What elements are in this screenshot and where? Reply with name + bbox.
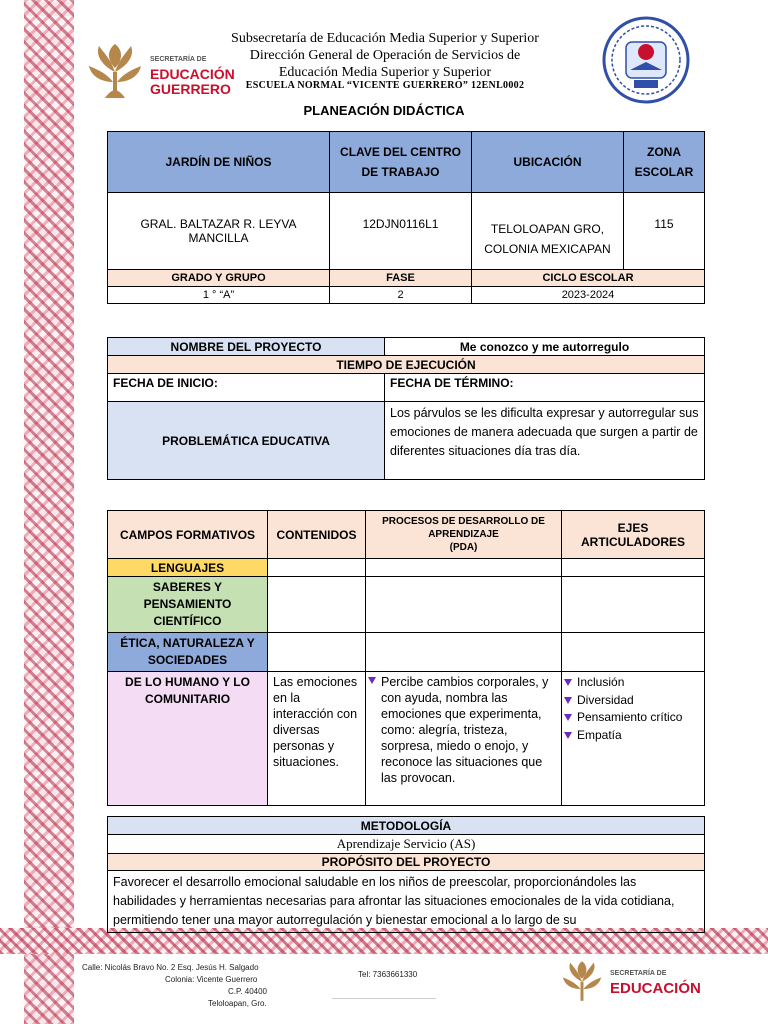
header-campos: CAMPOS FORMATIVOS xyxy=(108,511,268,559)
row-etica: ÉTICA, NATURALEZA Y SOCIEDADES xyxy=(108,633,268,672)
header-clave: CLAVE DEL CENTRO DE TRABAJO xyxy=(330,132,472,193)
arrow-bullet-icon xyxy=(564,714,572,721)
footer-tree-logo-icon xyxy=(560,958,604,1004)
logo-secretaria: SECRETARÍA DE EDUCACIÓN GUERRERO xyxy=(150,56,235,97)
arrow-bullet-icon xyxy=(564,732,572,739)
header-ejes: EJES ARTICULADORES xyxy=(562,511,705,559)
value-fase: 2 xyxy=(330,287,472,304)
row-humano: DE LO HUMANO Y LO COMUNITARIO xyxy=(108,672,268,806)
document-title: PLANEACIÓN DIDÁCTICA xyxy=(303,103,465,118)
problem-text: Los párvulos se les dificulta expresar y autorregular sus emociones de manera adecuada que surgen a partir de diferentes situaciones día tras día. xyxy=(385,402,705,480)
metodologia-label: METODOLOGÍA xyxy=(108,817,705,835)
header-grado: GRADO Y GRUPO xyxy=(108,270,330,287)
tree-logo-icon xyxy=(85,42,145,100)
footer-address-1: Calle: Nicolás Bravo No. 2 Esq. Jesús H. Salgado xyxy=(82,963,259,972)
decorative-border-left xyxy=(24,0,74,1024)
footer-address-3: C.P. 40400 xyxy=(228,987,267,996)
header-jardin: JARDÍN DE NIÑOS xyxy=(108,132,330,193)
list-item: Inclusión xyxy=(564,674,699,692)
arrow-bullet-icon xyxy=(368,677,376,684)
footer-address-2: Colonia: Vicente Guerrero xyxy=(165,975,258,984)
header-line-3: Educación Media Superior y Superior xyxy=(278,65,492,80)
header-fase: FASE xyxy=(330,270,472,287)
end-date-label: FECHA DE TÉRMINO: xyxy=(385,374,705,402)
row-saberes: SABERES Y PENSAMIENTO CIENTÍFICO xyxy=(108,577,268,633)
header-line-1: Subsecretaría de Educación Media Superior y Superior xyxy=(231,31,539,46)
list-item: Pensamiento crítico xyxy=(564,709,699,727)
metodologia-value: Aprendizaje Servicio (AS) xyxy=(108,835,705,854)
footer-phone: Tel: 7363661330 xyxy=(358,970,418,979)
value-zona: 115 xyxy=(624,193,705,270)
list-item: Diversidad xyxy=(564,692,699,710)
arrow-bullet-icon xyxy=(564,697,572,704)
time-label: TIEMPO DE EJECUCIÓN xyxy=(108,356,705,374)
school-name: ESCUELA NORMAL “VICENTE GUERRERO” 12ENL0002 xyxy=(245,80,525,91)
start-date-label: FECHA DE INICIO: xyxy=(108,374,385,402)
project-table xyxy=(107,337,705,480)
row-lenguajes: LENGUAJES xyxy=(108,559,268,577)
value-ubicacion: TELOLOAPAN GRO, COLONIA MEXICAPAN xyxy=(472,193,624,270)
footer-logo-secretaria: SECRETARÍA DE EDUCACIÓN xyxy=(610,970,701,997)
footer-address-4: Teloloapan, Gro. xyxy=(208,999,267,1008)
purpose-label: PROPÓSITO DEL PROYECTO xyxy=(108,854,705,871)
header-line-2: Dirección General de Operación de Servicios de xyxy=(249,48,521,63)
header-ciclo: CICLO ESCOLAR xyxy=(472,270,705,287)
header-pda: PROCESOS DE DESARROLLO DE APRENDIZAJE (PDA) xyxy=(366,511,562,559)
project-name-value: Me conozco y me autorregulo xyxy=(385,338,705,356)
metodologia-table xyxy=(107,816,705,933)
arrow-bullet-icon xyxy=(564,679,572,686)
contenido-text: Las emociones en la interacción con diversas personas y situaciones. xyxy=(268,672,366,806)
school-info-table xyxy=(107,131,705,304)
list-item: Empatía xyxy=(564,727,699,745)
footer-divider xyxy=(332,998,436,999)
value-clave: 12DJN0116L1 xyxy=(330,193,472,270)
header-zona: ZONA ESCOLAR xyxy=(624,132,705,193)
header-contenidos: CONTENIDOS xyxy=(268,511,366,559)
problem-label: PROBLEMÁTICA EDUCATIVA xyxy=(108,402,385,480)
ejes-list xyxy=(562,672,705,806)
purpose-text: Favorecer el desarrollo emocional saludable en los niños de preescolar, proporcionándoles las habilidades y herramientas necesarias para afrontar las situaciones emocionales de la vida cotidiana, permitiendo tener una mayor autorregulación y bienestar emocional a lo largo de su xyxy=(108,871,705,933)
header-ubicacion: UBICACIÓN xyxy=(472,132,624,193)
value-grado: 1 ° “A” xyxy=(108,287,330,304)
project-name-label: NOMBRE DEL PROYECTO xyxy=(108,338,385,356)
value-ciclo: 2023-2024 xyxy=(472,287,705,304)
campos-table xyxy=(107,510,705,806)
pda-text: Percibe cambios corporales, y con ayuda, nombra las emociones que experimenta, como: alegría, tristeza, sorpresa, miedo o enojo, y reconoce las situaciones que las provocan. xyxy=(366,672,562,806)
value-jardin: GRAL. BALTAZAR R. LEYVA MANCILLA xyxy=(108,193,330,270)
school-seal-icon xyxy=(600,14,692,106)
